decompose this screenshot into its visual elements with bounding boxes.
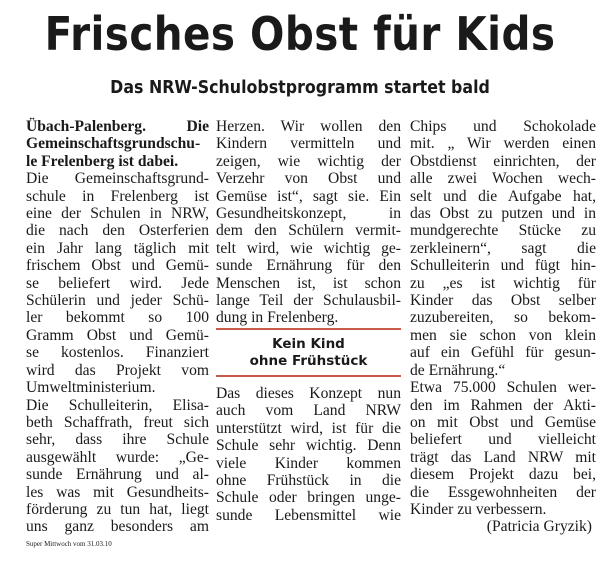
text-line: lange Teil der Schulausbil-: [216, 292, 401, 310]
headline: Frisches Obst für Kids: [44, 7, 556, 61]
text-line: trägt das Land NRW mit: [410, 448, 596, 466]
text-line: Gemüse ist“, sagt sie. Ein: [216, 187, 401, 205]
text-line: frischem Obst und Gemü-: [26, 257, 209, 275]
text-line: Schule sehr wichtig. Denn: [216, 437, 401, 455]
text-line: les was mit Gesundheits-: [26, 483, 209, 501]
text-line: ausgewählt wurde: „Ge-: [26, 448, 209, 466]
text-line: die Essgewohnheiten der: [410, 483, 596, 501]
text-line: ohne Frühstück in die: [216, 472, 401, 490]
source-footer: Super Mittwoch vom 31.03.10: [26, 540, 112, 548]
text-line: schule in Frelenberg ist: [26, 187, 209, 205]
text-line: dung in Frelenberg.: [216, 309, 339, 327]
text-line: diesem Projekt dazu bei,: [410, 466, 596, 484]
text-line: zeigen, wie wichtig der: [216, 152, 401, 170]
text-line: beliefert und vielleicht: [410, 431, 596, 449]
text-line: telt wird, wie wichtig ge-: [216, 239, 401, 257]
text-line: Die Schulleiterin, Elisa-: [26, 396, 209, 414]
text-line: Schülerin und jeder Schü-: [26, 292, 209, 310]
text-line: mundgerechte Stücke zu: [410, 222, 596, 240]
text-line: förderung zu tun hat, liegt: [26, 500, 209, 518]
text-line: alle zwei Wochen wech-: [410, 170, 596, 188]
text-line: wird das Projekt vom: [26, 361, 209, 379]
text-line: mit. „ Wir werden einen: [410, 135, 596, 153]
text-line: ler bekommt so 100: [26, 309, 209, 327]
text-line: das Obst zu putzen und in: [410, 205, 596, 223]
text-line: selt und die Aufgabe hat,: [410, 187, 596, 205]
text-line: sunde Lebensmittel wie: [216, 506, 401, 524]
text-line: die nach den Osterferien: [26, 222, 209, 240]
text-line: sunde Ernährung und al-: [26, 466, 209, 484]
text-line: Menschen ist, ist schon: [216, 274, 401, 292]
text-line: auf ein Gefühl für gesun-: [410, 344, 596, 362]
text-line: unterstützt wird, ist für die: [216, 419, 401, 437]
text-line: Kinder zu verbessern.: [410, 500, 547, 518]
text-line: men sie schon von klein: [410, 326, 596, 344]
text-line: Etwa 75.000 Schulen wer-: [410, 379, 596, 397]
text-line: Umweltministerium.: [26, 379, 156, 397]
text-line: Gesundheitskonzept, in: [216, 205, 401, 223]
text-line: sehr, dass ihre Schule: [26, 431, 209, 449]
text-line: den im Rahmen der Akti-: [410, 396, 596, 414]
box-title: [216, 330, 401, 375]
text-line: dem den Schülern vermit-: [216, 222, 401, 240]
article-column-3: [410, 118, 596, 536]
text-line: Übach-Palenberg. Die: [26, 118, 209, 135]
text-line: Das dieses Konzept nun: [216, 385, 401, 402]
article-column-1: [26, 118, 209, 536]
text-line: Schulleiterin und fügt hin-: [410, 257, 596, 275]
text-line: Schule oder bringen unge-: [216, 489, 401, 507]
text-line: beth Schaffrath, freut sich: [26, 413, 209, 431]
text-line: Gemeinschaftsgrundschu-: [26, 135, 201, 153]
text-line: Herzen. Wir wollen den: [216, 118, 401, 135]
text-line: auch vom Land NRW: [216, 402, 401, 420]
text-line: viele Kinder kommen: [216, 454, 401, 472]
text-line: le Frelenberg ist dabei.: [26, 152, 179, 170]
subheading-box: [216, 328, 401, 377]
author-credit: (Patricia Gryzik): [486, 518, 592, 536]
bottom-rule: [216, 375, 401, 377]
box-title-line: Kein Kind: [272, 336, 345, 352]
text-line: de Ernährung.“: [410, 361, 506, 379]
text-line: Die Gemeinschaftsgrund-: [26, 170, 209, 188]
text-line: uns ganz besonders am: [26, 518, 209, 536]
text-line: se kostenlos. Finanziert: [26, 344, 209, 362]
text-line: Chips und Schokolade: [410, 118, 596, 135]
text-line: Obstdienst einrichten, der: [410, 152, 596, 170]
text-line: zuzubereiten, so bekom-: [410, 309, 596, 327]
text-line: Kinder das Obst selber: [410, 292, 596, 310]
article-column-2-bottom: [216, 385, 401, 524]
text-line: on mit Obst und Gemüse: [410, 413, 596, 431]
text-line: zerkleinern“, sagt die: [410, 239, 596, 257]
box-title-line: ohne Frühstück: [249, 353, 368, 369]
text-line: ein Jahr lang täglich mit: [26, 239, 209, 257]
text-line: Kindern vermitteln und: [216, 135, 401, 153]
subheadline: Das NRW-Schulobstprogramm startet bald: [110, 77, 490, 98]
text-line: se beliefert wird. Jede: [26, 274, 209, 292]
article-column-2-top: [216, 118, 401, 327]
text-line: sunde Ernährung für den: [216, 257, 401, 275]
text-line: Gramm Obst und Gemü-: [26, 326, 209, 344]
text-line: eine der Schulen in NRW,: [26, 205, 209, 223]
text-line: Verzehr von Obst und: [216, 170, 401, 188]
text-line: zu „es ist wichtig für: [410, 274, 596, 292]
